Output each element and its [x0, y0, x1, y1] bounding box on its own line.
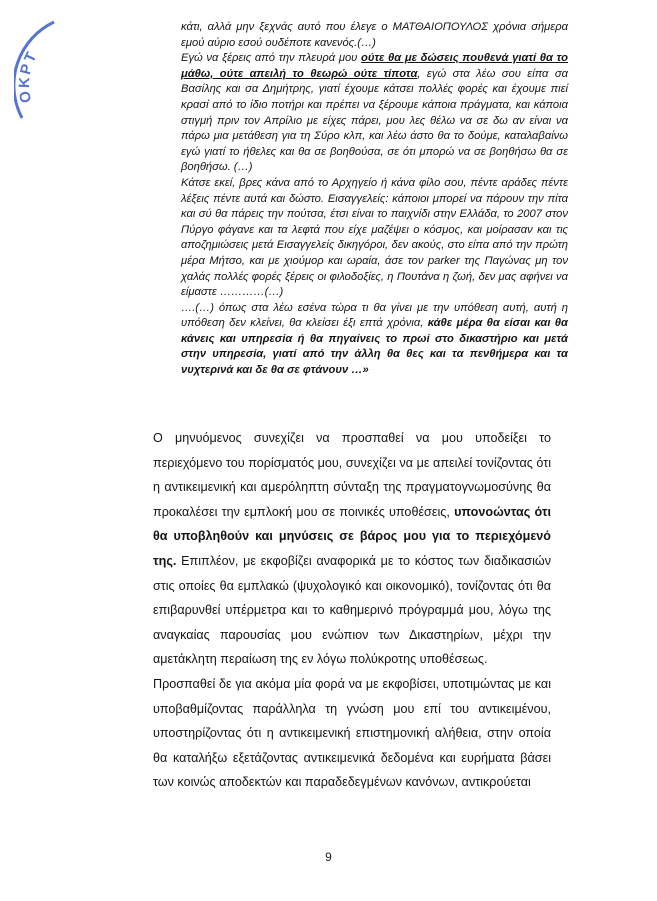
quote-emphasis-1: ούτε θα με δώσεις πουθενά γιατί θα το μάθω, ούτε απειλή το θεωρώ ούτε τίποτα — [181, 52, 568, 80]
body-text — [153, 426, 551, 795]
body-paragraph-2: Προσπαθεί δε για ακόμα μία φορά να με εκφοβίσει, υποτιμώντας με και υποβαθμίζοντας παράλληλα τη γνώση μου επί του αντικειμένου, υποστηρίζοντας ότι η αντικειμενική επιστημονική αλήθεια, στην οποία θα καταλήξω εξετάζοντας αντικειμενικά δεδομένα και ευρήματα βάσει των κοινώς αποδεκτών και παραδεδεγμένων κανόνων, αντικρούεται — [153, 676, 551, 790]
quote-paragraph-3: Κάτσε εκεί, βρες κάνα από το Αρχηγείο ή κάνα φίλο σου, πέντε αράδες πέντε λέξεις πέντε αυτά και δώστο. Εισαγγελείς: κάποιοι μπορεί να πάρουν την πίτα και σύ θα πάρεις την πούτσα, έτσι είναι το παιχνίδι στην Ελλάδα, το 2007 στον Πύργο φάγανε και τα λεφτά που είχε μαζέψει ο κόσμος, και μοίρασαν και τις αποζημιώσεις μετά Εισαγγελείς δικηγόροι, δεν ακούς, στο είπα από την πρώτη μέρα Μήτσο, και με χιούμορ και ωραία, άσε τον parker της Παγώνας μη τον χαλάς πολλές φορές ξέρεις οι φιλοδοξίες, η Πουτάνα η ζωή, δεν μας αφήνει να είμαστε …………(…) — [181, 176, 568, 299]
quote-paragraph-1: κάτι, αλλά μην ξεχνάς αυτό που έλεγε ο ΜΑΤΘΑΙΟΠΟΥΛΟΣ χρόνια σήμερα εμού αύριο εσού ουδέποτε κανενός.(…) — [181, 21, 568, 49]
quote-paragraph-2: Εγώ να ξέρεις από την πλευρά μου ούτε θα με δώσεις πουθενά γιατί θα το μάθω, ούτε απειλή το θεωρώ ούτε τίποτα, εγώ στα λέω σου είπα σα Βασίλης και σα Δημήτρης, γιατί έχουμε κάτσει πολλές φορές και έχουμε πιεί κρασί από το ίδιο ποτήρι και πρέπει να ξέρουμε κάποια πράγματα, και κάποια στιγμή πριν τον Απρίλιο με είχες πάρει, μου λες θέλω να σε δω αν είναι να πάρω μια μετάθεση για τη Σύρο κλπ, και λέω άστο θα το δούμε, καταλαβαίνω εγώ γιατί το ήθελες και θα σε βοηθούσα, σε ότι μπορώ να σε βοηθήσω θα σε βοηθήσω. (…) — [181, 52, 568, 174]
page-number: 9 — [325, 850, 332, 864]
stamp-fragment — [14, 18, 74, 128]
quote-paragraph-4: ….(…) όπως στα λέω εσένα τώρα τι θα γίνει με την υπόθεση αυτή, αυτή η υπόθεση δεν κλείνει, θα κλείσει έξι επτά χρόνια, κάθε μέρα θα είσαι και θα κάνεις και υπηρεσία ή θα πηγαίνεις το πρωί στο δικαστήριο και μετά στην υπηρεσία, γιατί από την άλλη θα θες και τα πενθήμερα και τα νυχτερινά και δε θα σε φτάνουν …» — [181, 301, 568, 377]
body-emphasis: υπονοώντας ότι θα υποβληθούν και μηνύσεις σε βάρος μου για το περιεχόμενό της. — [153, 504, 551, 568]
quoted-transcript — [181, 20, 568, 379]
quote-emphasis-2: κάθε μέρα θα είσαι και θα κάνεις και υπηρεσία ή θα πηγαίνεις το πρωί στο δικαστήριο και μετά στην υπηρεσία, γιατί από την άλλη θα θες και τα πενθήμερα και τα νυχτερινά και δε θα σε φτάνουν …» — [181, 317, 568, 377]
stamp-text: ΟΚΡΤ — [15, 47, 42, 105]
body-paragraph-1: Ο μηνυόμενος συνεχίζει να προσπαθεί να μου υποδείξει το περιεχόμενο του πορίσματός μου, συνεχίζει να με απειλεί τονίζοντας ότι η αντικειμενική και αμερόληπτη σύνταξη της πραγματογνωμοσύνης θα προκαλέσει την εμπλοκή μου σε ποινικές υποθέσεις, υπονοώντας ότι θα υποβληθούν και μηνύσεις σε βάρος μου για το περιεχόμενό της. Επιπλέον, με εκφοβίζει αναφορικά με το κόστος των διαδικασιών στις οποίες θα εμπλακώ (ψυχολογικό και οικονομικό), τονίζοντας ότι θα επιβαρυνθεί υπέρμετρα και το καθημερινό πρόγραμμά μου, λόγω της αναγκαίας παρουσίας μου ενώπιον των Δικαστηρίων, μέχρι την αμετάκλητη περαίωση της εν λόγω πολύκροτης υποθέσεως. — [153, 431, 551, 667]
